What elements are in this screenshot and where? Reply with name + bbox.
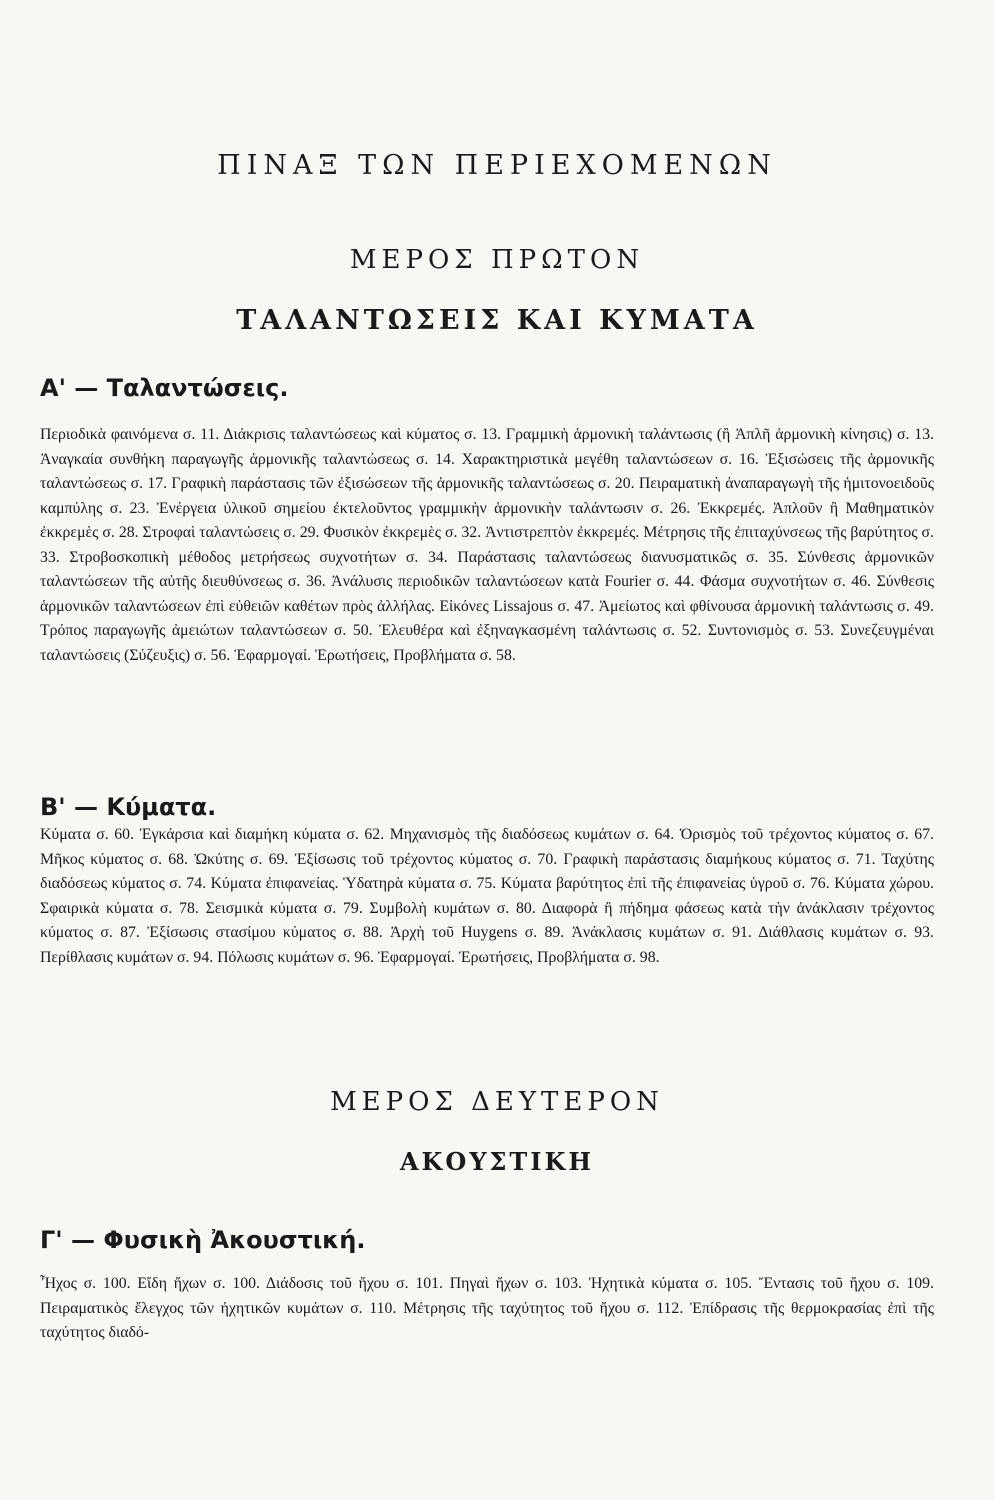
section-a-heading: Α' — Ταλαντώσεις. — [40, 374, 289, 402]
table-of-contents-title: ΠΙΝΑΞ ΤΩΝ ΠΕΡΙΕΧΟΜΕΝΩΝ — [217, 150, 777, 181]
section-a-contents: Περιοδικὰ φαινόμενα σ. 11. Διάκρισις ταλαντώσεως καὶ κύματος σ. 13. Γραμμικὴ ἁρμονικὴ ταλάντωσις (ἢ Ἁπλῆ ἁρμονικὴ κίνησις) σ. 13. Ἀναγκαία συνθήκη παραγωγῆς ἁρμονικῆς ταλαντώσεως σ. 14. Χαρακτηριστικὰ μεγέθη ταλαντώσεων σ. 16. Ἐξισώσεις τῆς ἁρμονικῆς ταλαντώσεως σ. 17. Γραφικὴ παράστασις τῶν ἐξισώσεων τῆς ἁρμονικῆς ταλαντώσεως σ. 20. Πειραματικὴ ἀναπαραγωγὴ τῆς ἡμιτονοειδοῦς καμπύλης σ. 23. Ἐνέργεια ὑλικοῦ σημείου ἐκτελοῦντος γραμμικὴν ἁρμονικὴν ταλάντωσιν σ. 26. Ἐκκρεμές. Ἁπλοῦν ἢ Μαθηματικὸν ἐκκρεμὲς σ. 28. Στροφαὶ ταλαντώσεις σ. 29. Φυσικὸν ἐκκρεμὲς σ. 32. Ἀντιστρεπτὸν ἐκκρεμές. Μέτρησις τῆς ἐπιταχύνσεως τῆς βαρύτητος σ. 33. Στροβοσκοπικὴ μέθοδος μετρήσεως συχνοτήτων σ. 34. Παράστασις ταλαντώσεως διανυσματικῶς σ. 35. Σύνθεσις ἁρμονικῶν ταλαντώσεων τῆς αὐτῆς διευθύνσεως σ. 36. Ἀνάλυσις περιοδικῶν ταλαντώσεων κατὰ Fourier σ. 44. Φάσμα συχνοτήτων σ. 46. Σύνθεσις ἁρμονικῶν ταλαντώσεων ἐπὶ εὐθειῶν καθέτων πρὸς ἀλλήλας. Εἰκόνες Lissajous σ. 47. Ἀμείωτος καὶ φθίνουσα ἁρμονικὴ ταλάντωσις σ. 49. Τρόπος παραγωγῆς ἀμειώτων ταλαντώσεων σ. 50. Ἐλευθέρα καὶ ἐξηναγκασμένη ταλάντωσις σ. 52. Συντονισμὸς σ. 53. Συνεζευγμέναι ταλαντώσεις (Σύζευξις) σ. 56. Ἐφαρμογαί. Ἐρωτήσεις, Προβλήματα σ. 58. — [40, 426, 934, 664]
section-c-heading: Γ' — Φυσικὴ Ἀκουστική. — [40, 1226, 366, 1254]
part-two-subtitle: ΑΚΟΥΣΤΙΚΗ — [399, 1147, 595, 1176]
section-b-contents: Κύματα σ. 60. Ἐγκάρσια καὶ διαμήκη κύματα σ. 62. Μηχανισμὸς τῆς διαδόσεως κυμάτων σ. 64. Ὁρισμὸς τοῦ τρέχοντος κύματος σ. 67. Μῆκος κύματος σ. 68. Ὠκύτης σ. 69. Ἐξίσωσις τοῦ τρέχοντος κύματος σ. 70. Γραφικὴ παράστασις διαμήκους κύματος σ. 71. Ταχύτης διαδόσεως κύματος σ. 74. Κύματα ἐπιφανείας. Ὑδατηρὰ κύματα σ. 75. Κύματα βαρύτητος ἐπὶ τῆς ἐπιφανείας ὑγροῦ σ. 76. Κύματα χώρου. Σφαιρικὰ κύματα σ. 78. Σεισμικὰ κύματα σ. 79. Συμβολὴ κυμάτων σ. 80. Διαφορὰ ἢ πήδημα φάσεως κατὰ τὴν ἀνάκλασιν τρέχοντος κύματος σ. 87. Ἐξίσωσις στασίμου κύματος σ. 88. Ἀρχὴ τοῦ Huygens σ. 89. Ἀνάκλασις κυμάτων σ. 91. Διάθλασις κυμάτων σ. 93. Περίθλασις κυμάτων σ. 94. Πόλωσις κυμάτων σ. 96. Ἐφαρμογαί. Ἐρωτήσεις, Προβλήματα σ. 98. — [40, 826, 934, 966]
part-one-title: ΜΕΡΟΣ ΠΡΩΤΟΝ — [349, 245, 645, 275]
part-two-title: ΜΕΡΟΣ ΔΕΥΤΕΡΟΝ — [330, 1087, 664, 1117]
section-b-heading: Β' — Κύματα. — [40, 793, 217, 821]
part-one-subtitle: ΤΑΛΑΝΤΩΣΕΙΣ ΚΑΙ ΚΥΜΑΤΑ — [236, 305, 758, 336]
section-c-contents: Ἦχος σ. 100. Εἴδη ἤχων σ. 100. Διάδοσις τοῦ ἤχου σ. 101. Πηγαὶ ἤχων σ. 103. Ἠχητικὰ κύματα σ. 105. Ἔντασις τοῦ ἤχου σ. 109. Πειραματικὸς ἔλεγχος τῶν ἠχητικῶν κυμάτων σ. 110. Μέτρησις τῆς ταχύτητος τοῦ ἤχου σ. 112. Ἐπίδρασις τῆς θερμοκρασίας ἐπὶ τῆς ταχύτητος διαδό- — [40, 1275, 934, 1341]
